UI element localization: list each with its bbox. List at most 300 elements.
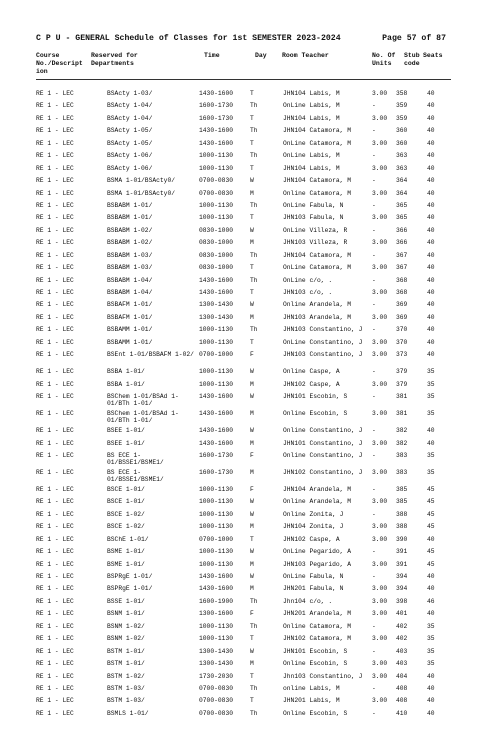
table-row [36, 275, 456, 287]
cell-day: T [250, 264, 254, 272]
table-row [36, 391, 456, 408]
cell-room-teacher: JHN102 Catamora, M [283, 635, 352, 643]
cell-room-teacher: Online Arandela, M [283, 498, 352, 506]
cell-stub: 379 [396, 368, 408, 376]
cell-time: 0830-1000 [199, 239, 234, 247]
cell-stub: 388 [396, 523, 408, 531]
cell-course: RE 1 - LEC [36, 226, 74, 234]
cell-room-teacher: Jhn104 c/o, . [283, 597, 333, 605]
cell-time: 1600-1730 [199, 102, 234, 110]
cell-time: 1430-1600 [199, 127, 234, 135]
cell-day: T [250, 635, 254, 643]
cell-seats: 40 [427, 697, 435, 705]
table-row [36, 534, 456, 546]
cell-room-teacher: OnLine Fabula, N [283, 201, 344, 209]
table-row [36, 496, 456, 508]
cell-course: RE 1 - LEC [36, 102, 74, 110]
cell-reserved: BSPRgE 1-01/ [107, 573, 153, 580]
cell-units: - [372, 548, 376, 556]
cell-stub: 382 [396, 439, 408, 447]
cell-course: RE 1 - LEC [36, 510, 74, 518]
cell-time: 0830-1000 [199, 251, 234, 259]
cell-time: 1430-1600 [199, 289, 234, 296]
cell-course: RE 1 - LEC [36, 127, 74, 135]
cell-day: T [250, 214, 254, 222]
header-course: Course No./Descript ion [36, 52, 83, 75]
cell-time: 1000-1130 [199, 164, 234, 172]
cell-seats: 40 [427, 427, 435, 435]
cell-stub: 360 [396, 139, 408, 147]
cell-stub: 360 [396, 127, 408, 135]
cell-time: 0830-1000 [199, 226, 234, 234]
cell-seats: 40 [427, 351, 435, 359]
schedule-table [36, 88, 456, 720]
cell-stub: 363 [396, 164, 408, 172]
cell-seats: 40 [427, 264, 435, 272]
cell-room-teacher: Online Zonita, J [283, 510, 344, 518]
table-row [36, 571, 456, 583]
cell-time: 1000-1130 [199, 338, 234, 346]
cell-room-teacher: Online Caspe, A [283, 368, 340, 376]
table-row [36, 237, 456, 249]
cell-time: 1300-1600 [199, 610, 234, 618]
header-time: Time [204, 52, 220, 59]
cell-stub: 391 [396, 560, 408, 568]
cell-seats: 40 [427, 289, 435, 296]
table-row [36, 138, 456, 150]
cell-course: RE 1 - LEC [36, 468, 74, 476]
cell-time: 1000-1130 [199, 368, 234, 376]
cell-stub: 358 [396, 90, 408, 97]
cell-reserved: BSActy 1-04/ [107, 102, 153, 110]
cell-room-teacher: JHN103 Villeza, R [283, 239, 348, 247]
cell-day: W [250, 427, 254, 435]
cell-course: RE 1 - LEC [36, 610, 74, 618]
table-row [36, 438, 456, 450]
table-row [36, 467, 456, 484]
cell-time: 1000-1130 [199, 326, 234, 334]
cell-units: 3.00 [372, 597, 388, 605]
cell-day: T [250, 90, 254, 97]
cell-day: Th [250, 152, 258, 160]
cell-course: RE 1 - LEC [36, 326, 74, 334]
cell-day: W [250, 573, 254, 580]
cell-course: RE 1 - LEC [36, 427, 74, 435]
cell-stub: 381 [396, 410, 408, 418]
cell-day: M [250, 439, 254, 447]
cell-time: 1000-1130 [199, 380, 234, 388]
cell-reserved: BSCE 1-01/ [107, 485, 145, 493]
cell-room-teacher: JHN104 Arandela, M [283, 485, 352, 493]
cell-seats: 35 [427, 660, 435, 668]
cell-course: RE 1 - LEC [36, 264, 74, 272]
cell-course: RE 1 - LEC [36, 672, 74, 680]
cell-time: 1430-1600 [199, 573, 234, 580]
cell-day: W [250, 177, 254, 185]
table-row [36, 100, 456, 112]
cell-reserved: BSBABM 1-01/ [107, 214, 153, 222]
cell-reserved: BSActy 1-04/ [107, 114, 153, 122]
table-row [36, 521, 456, 533]
cell-room-teacher: Online Constantino, J [283, 451, 363, 459]
cell-course: RE 1 - LEC [36, 684, 74, 692]
cell-day: M [250, 380, 254, 388]
cell-stub: 403 [396, 660, 408, 668]
cell-day: W [250, 548, 254, 556]
cell-room-teacher: JHN201 Arandela, M [283, 610, 352, 618]
cell-room-teacher: JHN103 Constantino, J [283, 326, 363, 334]
cell-time: 1600-1730 [199, 114, 234, 122]
cell-day: W [250, 393, 254, 401]
cell-units: - [372, 684, 376, 692]
cell-stub: 385 [396, 498, 408, 506]
table-row [36, 608, 456, 620]
cell-room-teacher: OnLine Labis, M [283, 102, 340, 110]
cell-time: 0700-0830 [199, 189, 234, 197]
cell-course: RE 1 - LEC [36, 560, 74, 568]
table-row [36, 646, 456, 658]
cell-course: RE 1 - LEC [36, 485, 74, 493]
cell-stub: 368 [396, 289, 408, 296]
cell-day: M [250, 468, 254, 476]
table-header [36, 52, 456, 80]
header-divider [36, 79, 451, 80]
cell-seats: 40 [427, 301, 435, 309]
cell-course: RE 1 - LEC [36, 177, 74, 185]
cell-day: Th [250, 326, 258, 334]
cell-stub: 373 [396, 351, 408, 359]
cell-units: - [372, 485, 376, 493]
cell-seats: 40 [427, 439, 435, 447]
cell-reserved: BSActy 1-05/ [107, 139, 153, 147]
cell-reserved: BSME 1-01/ [107, 560, 145, 568]
cell-course: RE 1 - LEC [36, 548, 74, 556]
cell-room-teacher: JHN102 Caspe, A [283, 380, 340, 388]
cell-time: 1000-1130 [199, 560, 234, 568]
table-row [36, 633, 456, 645]
cell-course: RE 1 - LEC [36, 239, 74, 247]
table-row [36, 546, 456, 558]
table-row [36, 484, 456, 496]
cell-time: 1000-1130 [199, 214, 234, 222]
cell-time: 1300-1430 [199, 647, 234, 655]
cell-day: M [250, 523, 254, 531]
cell-units: 3.00 [372, 635, 388, 643]
table-row [36, 188, 456, 200]
cell-units: - [372, 647, 376, 655]
cell-reserved: BSChem 1-01/BSAd 1-01/BTh 1-01/ [107, 393, 179, 408]
cell-seats: 40 [427, 177, 435, 185]
cell-seats: 35 [427, 635, 435, 643]
cell-course: RE 1 - LEC [36, 214, 74, 222]
cell-units: 3.00 [372, 338, 388, 346]
table-row [36, 113, 456, 125]
cell-units: - [372, 276, 376, 284]
table-row [36, 200, 456, 212]
cell-course: RE 1 - LEC [36, 276, 74, 284]
cell-units: 3.00 [372, 114, 388, 122]
cell-day: M [250, 660, 254, 668]
cell-room-teacher: OnLine Labis, M [283, 152, 340, 160]
cell-time: 1430-1600 [199, 439, 234, 447]
cell-room-teacher: JHN104 Catamora, M [283, 177, 352, 185]
cell-day: M [250, 410, 254, 418]
table-row [36, 337, 456, 349]
cell-reserved: BSNM 1-02/ [107, 635, 145, 643]
cell-reserved: BSBABM 1-04/ [107, 289, 153, 296]
cell-units: - [372, 102, 376, 110]
cell-course: RE 1 - LEC [36, 139, 74, 147]
table-row [36, 509, 456, 521]
cell-seats: 45 [427, 523, 435, 531]
table-row [36, 559, 456, 571]
cell-course: RE 1 - LEC [36, 635, 74, 643]
cell-reserved: BSActy 1-03/ [107, 90, 153, 97]
cell-course: RE 1 - LEC [36, 301, 74, 309]
cell-seats: 40 [427, 535, 435, 543]
cell-stub: 359 [396, 114, 408, 122]
document-title-bar [36, 34, 446, 46]
cell-course: RE 1 - LEC [36, 114, 74, 122]
cell-stub: 403 [396, 647, 408, 655]
cell-room-teacher: JHN103 Constantino, J [283, 351, 363, 359]
cell-stub: 390 [396, 535, 408, 543]
cell-time: 1430-1600 [199, 90, 234, 97]
table-row [36, 225, 456, 237]
cell-day: Th [250, 597, 258, 605]
cell-reserved: BSMA 1-01/BSActy0/ [107, 189, 176, 197]
cell-day: F [250, 451, 254, 459]
cell-day: Th [250, 127, 258, 135]
cell-day: T [250, 114, 254, 122]
cell-reserved: BS ECE 1-01/BSSE1/BSME1/ [107, 468, 164, 483]
cell-time: 0700-0830 [199, 697, 234, 705]
cell-room-teacher: JHN101 Constantino, J [283, 439, 363, 447]
cell-seats: 45 [427, 510, 435, 518]
cell-time: 0700-0830 [199, 177, 234, 185]
cell-reserved: BSBABM 1-04/ [107, 276, 153, 284]
cell-course: RE 1 - LEC [36, 573, 74, 580]
cell-reserved: BSBAMM 1-01/ [107, 326, 153, 334]
table-row [36, 366, 456, 378]
cell-time: 1430-1600 [199, 393, 234, 401]
cell-seats: 40 [427, 102, 435, 110]
page-number: Page 57 of 87 [382, 34, 446, 43]
cell-stub: 408 [396, 684, 408, 692]
cell-seats: 40 [427, 114, 435, 122]
cell-reserved: BSEnt 1-01/BSBAFM 1-02/ [107, 351, 194, 359]
header-units: No. Of Units [372, 52, 396, 67]
cell-day: T [250, 289, 254, 296]
cell-reserved: BSEE 1-01/ [107, 427, 145, 435]
cell-day: Th [250, 102, 258, 110]
cell-seats: 45 [427, 485, 435, 493]
cell-room-teacher: JHN104 Labis, M [283, 114, 340, 122]
cell-reserved: BSBAFM 1-01/ [107, 301, 153, 309]
document-title: C P U - GENERAL Schedule of Classes for 1st SEMESTER 2023-2024 [36, 34, 341, 43]
cell-time: 1430-1600 [199, 410, 234, 418]
cell-course: RE 1 - LEC [36, 451, 74, 459]
cell-seats: 40 [427, 672, 435, 680]
cell-stub: 410 [396, 709, 408, 717]
cell-seats: 40 [427, 709, 435, 717]
cell-reserved: BSBA 1-01/ [107, 368, 145, 376]
cell-seats: 40 [427, 313, 435, 321]
cell-room-teacher: JHN104 Labis, M [283, 164, 340, 172]
cell-units: 3.00 [372, 214, 388, 222]
cell-day: T [250, 164, 254, 172]
cell-stub: 391 [396, 548, 408, 556]
cell-seats: 40 [427, 276, 435, 284]
cell-room-teacher: JHN201 Fabula, N [283, 585, 344, 593]
cell-units: - [372, 127, 376, 135]
cell-day: M [250, 585, 254, 593]
cell-reserved: BSPRgE 1-01/ [107, 585, 153, 593]
cell-units: 3.00 [372, 523, 388, 531]
header-day: Day [255, 52, 267, 59]
cell-room-teacher: Jhn103 Constantino, J [283, 672, 363, 680]
cell-room-teacher: JHN201 Labis, M [283, 697, 340, 705]
cell-stub: 394 [396, 585, 408, 593]
table-row [36, 88, 456, 100]
cell-seats: 45 [427, 498, 435, 506]
cell-time: 1300-1430 [199, 301, 234, 309]
cell-units: - [372, 573, 376, 580]
cell-units: 3.00 [372, 90, 388, 97]
cell-time: 0830-1000 [199, 264, 234, 272]
cell-seats: 40 [427, 214, 435, 222]
cell-course: RE 1 - LEC [36, 585, 74, 593]
table-row [36, 695, 456, 707]
cell-room-teacher: Online Escobin, S [283, 709, 348, 717]
cell-course: RE 1 - LEC [36, 313, 74, 321]
cell-room-teacher: JHN101 Escobin, S [283, 393, 348, 401]
table-row [36, 683, 456, 695]
cell-stub: 369 [396, 313, 408, 321]
cell-time: 1000-1130 [199, 201, 234, 209]
cell-course: RE 1 - LEC [36, 380, 74, 388]
cell-time: 1730-2030 [199, 672, 234, 680]
table-row [36, 287, 456, 299]
cell-course: RE 1 - LEC [36, 410, 74, 418]
cell-time: 1300-1430 [199, 313, 234, 321]
cell-units: 3.00 [372, 164, 388, 172]
cell-stub: 394 [396, 573, 408, 580]
cell-course: RE 1 - LEC [36, 660, 74, 668]
cell-day: M [250, 239, 254, 247]
cell-room-teacher: OnLine Catamora, M [283, 264, 352, 272]
cell-seats: 40 [427, 239, 435, 247]
cell-room-teacher: JHN103 Arandela, M [283, 313, 352, 321]
table-row [36, 450, 456, 467]
cell-day: W [250, 226, 254, 234]
cell-seats: 35 [427, 368, 435, 376]
table-row [36, 349, 456, 366]
cell-room-teacher: JHN104 Zonita, J [283, 523, 344, 531]
table-row [36, 408, 456, 425]
cell-units: - [372, 368, 376, 376]
cell-units: - [372, 152, 376, 160]
cell-course: RE 1 - LEC [36, 338, 74, 346]
cell-reserved: BSBABM 1-02/ [107, 239, 153, 247]
header-room-teacher: Room Teacher [282, 52, 329, 59]
table-row [36, 212, 456, 224]
cell-course: RE 1 - LEC [36, 597, 74, 605]
cell-reserved: BSCE 1-02/ [107, 510, 145, 518]
cell-day: Th [250, 276, 258, 284]
cell-stub: 365 [396, 214, 408, 222]
cell-stub: 369 [396, 301, 408, 309]
table-row [36, 425, 456, 437]
cell-units: - [372, 709, 376, 717]
cell-course: RE 1 - LEC [36, 289, 74, 296]
cell-units: 3.00 [372, 289, 388, 296]
cell-time: 0700-0830 [199, 709, 234, 717]
cell-room-teacher: Online Escobin, S [283, 410, 348, 418]
cell-reserved: BSMLS 1-01/ [107, 709, 149, 717]
cell-seats: 40 [427, 573, 435, 580]
cell-units: - [372, 326, 376, 334]
cell-reserved: BSActy 1-06/ [107, 152, 153, 160]
cell-stub: 364 [396, 189, 408, 197]
table-row [36, 262, 456, 274]
cell-units: 3.00 [372, 585, 388, 593]
cell-course: RE 1 - LEC [36, 622, 74, 630]
cell-reserved: BSBAFM 1-01/ [107, 313, 153, 321]
cell-units: - [372, 622, 376, 630]
table-row [36, 324, 456, 336]
cell-seats: 40 [427, 338, 435, 346]
cell-day: F [250, 485, 254, 493]
cell-day: F [250, 351, 254, 359]
cell-reserved: BSBABM 1-02/ [107, 226, 153, 234]
cell-seats: 45 [427, 560, 435, 568]
cell-units: 3.00 [372, 672, 388, 680]
cell-units: 3.00 [372, 351, 388, 359]
cell-reserved: BSCE 1-01/ [107, 498, 145, 506]
table-row [36, 708, 456, 720]
cell-units: 3.00 [372, 498, 388, 506]
cell-course: RE 1 - LEC [36, 535, 74, 543]
table-row [36, 163, 456, 175]
cell-stub: 370 [396, 338, 408, 346]
cell-stub: 381 [396, 393, 408, 401]
cell-room-teacher: JHN104 Catamora, M [283, 127, 352, 135]
cell-units: - [372, 201, 376, 209]
cell-seats: 40 [427, 201, 435, 209]
cell-stub: 367 [396, 251, 408, 259]
cell-units: 3.00 [372, 697, 388, 705]
cell-course: RE 1 - LEC [36, 393, 74, 401]
cell-time: 1600-1730 [199, 451, 234, 459]
cell-stub: 367 [396, 264, 408, 272]
cell-time: 1000-1130 [199, 152, 234, 160]
cell-time: 1000-1130 [199, 622, 234, 630]
cell-seats: 40 [427, 164, 435, 172]
cell-time: 1000-1130 [199, 635, 234, 643]
cell-time: 1430-1600 [199, 139, 234, 147]
cell-seats: 35 [427, 451, 435, 459]
table-row [36, 250, 456, 262]
cell-reserved: BSTM 1-03/ [107, 684, 145, 692]
cell-reserved: BSActy 1-06/ [107, 164, 153, 172]
table-row [36, 299, 456, 311]
cell-reserved: BSSE 1-01/ [107, 597, 145, 605]
cell-stub: 359 [396, 102, 408, 110]
cell-stub: 388 [396, 510, 408, 518]
cell-day: W [250, 301, 254, 309]
cell-course: RE 1 - LEC [36, 523, 74, 531]
